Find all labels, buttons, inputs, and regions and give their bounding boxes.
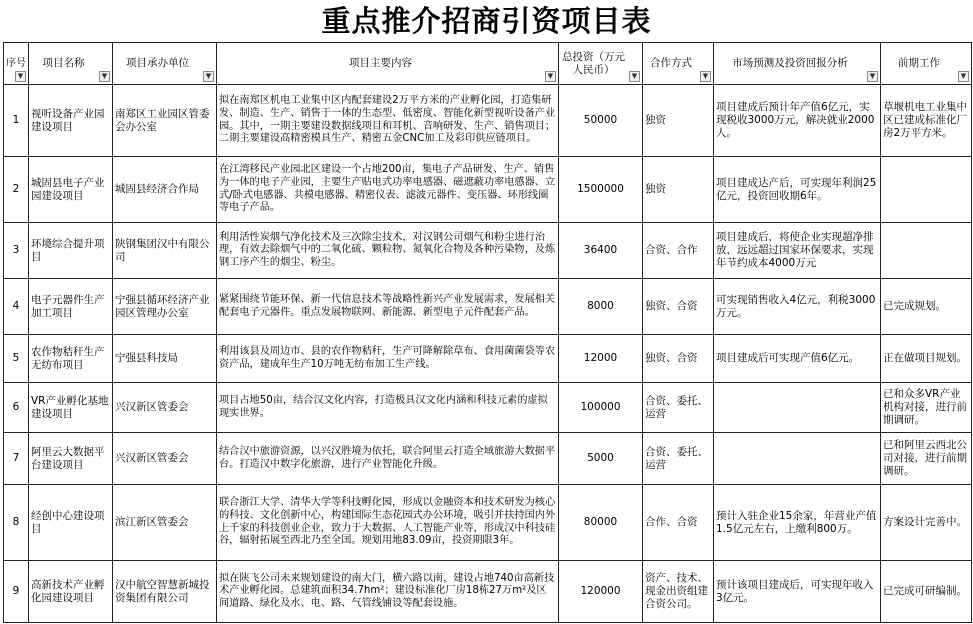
cell-analysis[interactable]: 预计入驻企业15余家，年营业产值1.5亿元左右，上缴利800万。: [714, 485, 881, 561]
cell-unit[interactable]: 陕钢集团汉中有限公司: [113, 223, 217, 279]
cell-investment[interactable]: 12000: [559, 335, 643, 383]
cell-cooperation[interactable]: 独资: [643, 157, 714, 223]
table-row: [4, 157, 972, 223]
cell-analysis[interactable]: [714, 383, 881, 433]
cell-seq[interactable]: 5: [4, 335, 29, 383]
cell-preliminary[interactable]: 正在做项目规划。: [881, 335, 972, 383]
cell-unit[interactable]: 汉中航空智慧新城投资集团有限公司: [113, 561, 217, 623]
table-row: [4, 383, 972, 433]
cell-preliminary[interactable]: [881, 223, 972, 279]
cell-content[interactable]: 联合浙江大学、清华大学等科技孵化园，形成以金融资本和技术研发为核心的科技、文化创新中心，构建国际生态花园式办公环境，吸引并扶持国内外上千家的科技创业企业，致力于大数据、人工智能产业等，形成汉中科技硅谷，辐射拓展至西北乃至全国。规划用地83.09亩，投资期限3年。: [217, 485, 559, 561]
cell-preliminary[interactable]: 已完成规划。: [881, 279, 972, 335]
header-unit: 项目承办单位 ▼: [113, 43, 217, 85]
cell-unit[interactable]: 兴汉新区管委会: [113, 383, 217, 433]
cell-content[interactable]: 拟在陕飞公司未来规划建设的南大门，横六路以南，建设占地740亩高新技术产业孵化园。总建筑面积34.7hm²；建设标准化厂房18栋27万m²及区间道路、绿化及水、电、路、气管线铺设等配套设施。: [217, 561, 559, 623]
cell-name[interactable]: 高新技术产业孵化园建设项目: [29, 561, 113, 623]
cell-investment[interactable]: 1500000: [559, 157, 643, 223]
cell-preliminary[interactable]: 草堰机电工业集中区已建成标准化厂房2万平方米。: [881, 85, 972, 157]
cell-cooperation[interactable]: 独资、合资: [643, 279, 714, 335]
cell-seq[interactable]: 4: [4, 279, 29, 335]
cell-seq[interactable]: 1: [4, 85, 29, 157]
filter-dropdown-icon[interactable]: ▼: [15, 71, 26, 82]
filter-dropdown-icon[interactable]: ▼: [545, 71, 556, 82]
cell-preliminary[interactable]: 已完成可研编制。: [881, 561, 972, 623]
cell-investment[interactable]: 8000: [559, 279, 643, 335]
filter-dropdown-icon[interactable]: ▼: [958, 71, 969, 82]
cell-cooperation[interactable]: 合作、合资: [643, 485, 714, 561]
cell-content[interactable]: 结合汉中旅游资源，以兴汉胜境为依托，联合阿里云打造全域旅游大数据平台。打造汉中数字化旅游，进行产业智能化升级。: [217, 433, 559, 485]
cell-unit[interactable]: 滨江新区管委会: [113, 485, 217, 561]
header-analysis: 市场预测及投资回报分析 ▼: [714, 43, 881, 85]
cell-content[interactable]: 紧紧围绕节能环保、新一代信息技术等战略性新兴产业发展需求，发展相关配套电子元器件。重点发展物联网、新能源、新型电子元件配套产品。: [217, 279, 559, 335]
cell-name[interactable]: 经创中心建设项目: [29, 485, 113, 561]
cell-preliminary[interactable]: [881, 157, 972, 223]
header-name: 项目名称 ▼: [29, 43, 113, 85]
cell-seq[interactable]: 2: [4, 157, 29, 223]
cell-seq[interactable]: 7: [4, 433, 29, 485]
header-content: 项目主要内容 ▼: [217, 43, 559, 85]
cell-content[interactable]: 利用活性炭烟气净化技术及三次除尘技术，对汉钢公司烟气和粉尘进行治理，有效去除烟气中的二氧化硫、颗粒物、氮氧化合物及各种污染物，及炼钢工序产生的烟尘、粉尘。: [217, 223, 559, 279]
header-preliminary: 前期工作 ▼: [881, 43, 972, 85]
cell-unit[interactable]: 兴汉新区管委会: [113, 433, 217, 485]
cell-cooperation[interactable]: 合资、合作: [643, 223, 714, 279]
table-row: [4, 223, 972, 279]
table-row: [4, 433, 972, 485]
filter-dropdown-icon[interactable]: ▼: [629, 71, 640, 82]
cell-cooperation[interactable]: 独资、合资: [643, 335, 714, 383]
header-row: [4, 43, 972, 85]
cell-analysis[interactable]: 可实现销售收入4亿元，利税3000万元。: [714, 279, 881, 335]
cell-investment[interactable]: 120000: [559, 561, 643, 623]
cell-investment[interactable]: 36400: [559, 223, 643, 279]
cell-cooperation[interactable]: 合资、委托、运营: [643, 433, 714, 485]
cell-seq[interactable]: 6: [4, 383, 29, 433]
filter-dropdown-icon[interactable]: ▼: [700, 71, 711, 82]
cell-unit[interactable]: 宁强县循环经济产业园区管理办公室: [113, 279, 217, 335]
cell-name[interactable]: VR产业孵化基地建设项目: [29, 383, 113, 433]
cell-preliminary[interactable]: 已和众多VR产业机构对接，进行前期调研。: [881, 383, 972, 433]
header-investment: 总投资（万元人民币） ▼: [559, 43, 643, 85]
header-cooperation: 合作方式 ▼: [643, 43, 714, 85]
filter-dropdown-icon[interactable]: ▼: [867, 71, 878, 82]
cell-content[interactable]: 项目占地50亩，结合汉文化内容，打造极具汉文化内涵和科技元素的虚拟现实世界。: [217, 383, 559, 433]
cell-name[interactable]: 环境综合提升项目: [29, 223, 113, 279]
cell-seq[interactable]: 3: [4, 223, 29, 279]
cell-cooperation[interactable]: 合资、委托、运营: [643, 383, 714, 433]
cell-investment[interactable]: 100000: [559, 383, 643, 433]
filter-dropdown-icon[interactable]: ▼: [203, 71, 214, 82]
cell-name[interactable]: 阿里云大数据平台建设项目: [29, 433, 113, 485]
cell-cooperation[interactable]: 独资: [643, 85, 714, 157]
cell-analysis[interactable]: 项目建成后，将使企业实现超净排放，远远超过国家环保要求，实现年节约成本4000万元: [714, 223, 881, 279]
cell-content[interactable]: 在江湾移民产业园北区建设一个占地200亩，集电子产品研发、生产、销售为一体的电子产业园，主要生产贴电式功率电感器、磁遮蔽功率电感器、立式/卧式电感器、共模电感器、精密仪表、滤波元器件、变压器、环形线圈等电子产品。: [217, 157, 559, 223]
cell-unit[interactable]: 城固县经济合作局: [113, 157, 217, 223]
projects-table: [3, 42, 972, 623]
header-seq: 序号 ▼: [4, 43, 29, 85]
cell-analysis[interactable]: 项目建成后预计年产值6亿元，实现税收3000万元，解决就业2000人。: [714, 85, 881, 157]
cell-unit[interactable]: 宁强县科技局: [113, 335, 217, 383]
cell-analysis[interactable]: 项目建成达产后，可实现年利润25亿元，投资回收期6年。: [714, 157, 881, 223]
table-row: [4, 485, 972, 561]
cell-preliminary[interactable]: 方案设计完善中。: [881, 485, 972, 561]
cell-unit[interactable]: 南郑区工业园区管委会办公室: [113, 85, 217, 157]
cell-name[interactable]: 视听设备产业园建设项目: [29, 85, 113, 157]
page-title: 重点推介招商引资项目表: [321, 4, 652, 38]
cell-cooperation[interactable]: 资产、技术、现金出资组建合资公司。: [643, 561, 714, 623]
table-row: [4, 279, 972, 335]
cell-name[interactable]: 电子元器件生产加工项目: [29, 279, 113, 335]
filter-dropdown-icon[interactable]: ▼: [99, 71, 110, 82]
cell-investment[interactable]: 80000: [559, 485, 643, 561]
cell-content[interactable]: 拟在南郑区机电工业集中区内配套建设2万平方米的产业孵化园，打造集研发、制造、生产、销售于一体的生态型、低密度、智能化新型视听设备产业园。其中，一期主要建设数据线项目和耳机、音响研发、生产、销售项目；二期主要建设高精密模具生产、精密五金CNC加工及彩印供应链项目。: [217, 85, 559, 157]
table-row: [4, 561, 972, 623]
cell-analysis[interactable]: [714, 433, 881, 485]
cell-content[interactable]: 利用该县及周边市、县的农作物秸秆，生产可降解除草布、食用菌菌袋等农资产品，建成年生产10万吨无纺布加工生产线。: [217, 335, 559, 383]
cell-preliminary[interactable]: 已和阿里云西北公司对接，进行前期调研。: [881, 433, 972, 485]
cell-investment[interactable]: 5000: [559, 433, 643, 485]
table-row: [4, 85, 972, 157]
cell-name[interactable]: 城固县电子产业园建设项目: [29, 157, 113, 223]
cell-seq[interactable]: 8: [4, 485, 29, 561]
cell-seq[interactable]: 9: [4, 561, 29, 623]
cell-name[interactable]: 农作物秸秆生产无纺布项目: [29, 335, 113, 383]
table-row: [4, 335, 972, 383]
cell-analysis[interactable]: 预计该项目建成后，可实现年收入3亿元。: [714, 561, 881, 623]
cell-analysis[interactable]: 项目建成后可实现产值6亿元。: [714, 335, 881, 383]
cell-investment[interactable]: 50000: [559, 85, 643, 157]
